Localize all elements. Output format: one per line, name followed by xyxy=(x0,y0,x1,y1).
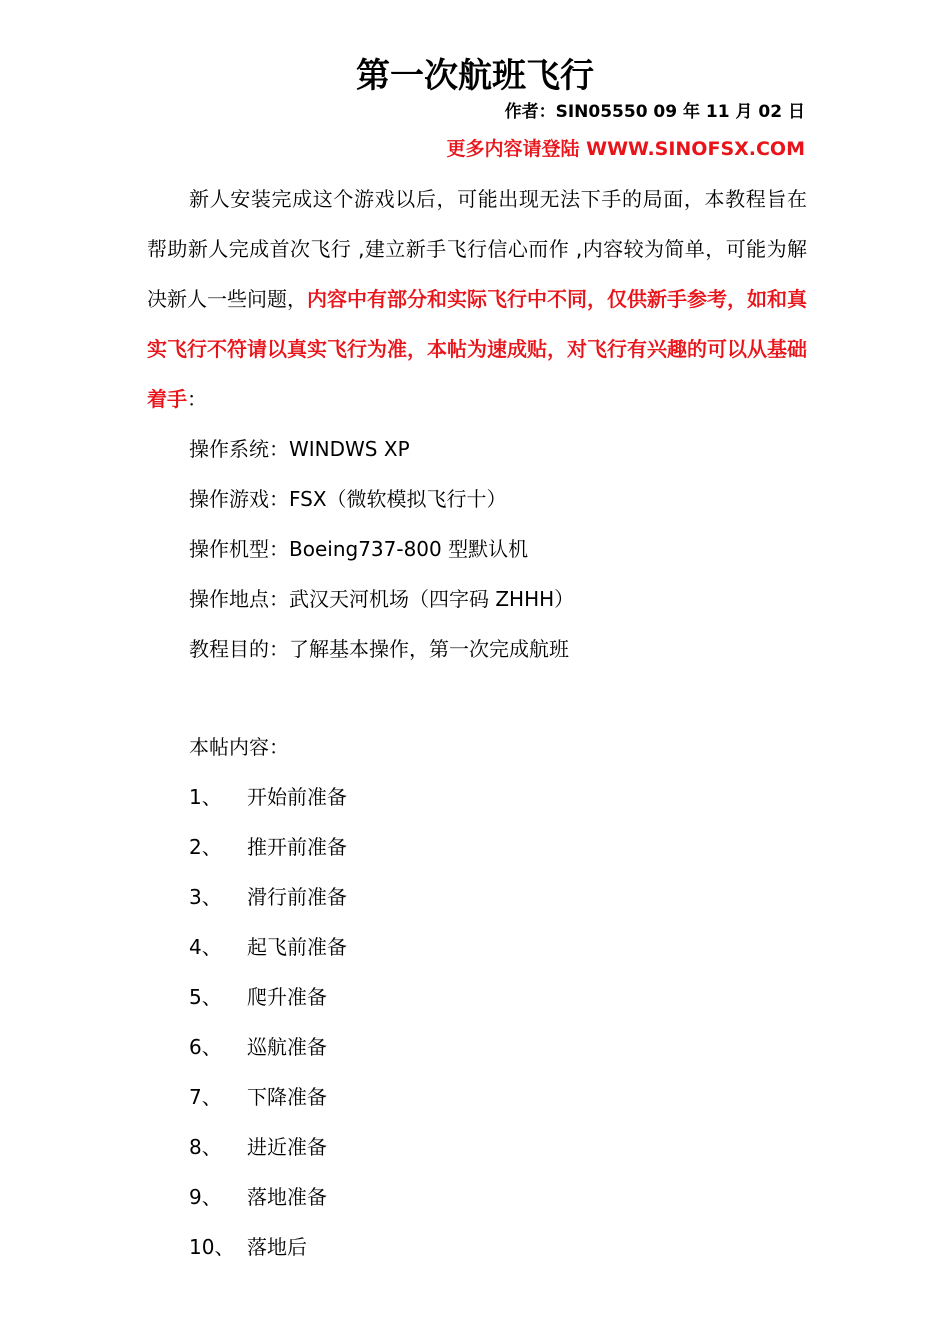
intro-colon: ： xyxy=(187,387,207,411)
toc-text: 落地准备 xyxy=(247,1185,327,1209)
toc-text: 滑行前准备 xyxy=(247,885,347,909)
author-line: 作者：SIN05550 09 年 11 月 02 日 xyxy=(504,102,805,122)
toc-number: 6、 xyxy=(189,1035,222,1059)
list-item xyxy=(189,822,347,872)
toc-text: 进近准备 xyxy=(247,1135,327,1159)
intro-text: 新人安装完成这个游戏以后，可能出现无法下手的局面，本教程旨在帮助新人完成首次飞行 ,建立新手飞行信心而作 ,内容较为简单，可能为解决新人一些问题， xyxy=(147,187,807,311)
info-list xyxy=(189,424,574,674)
toc-text: 落地后 xyxy=(247,1235,307,1259)
info-purpose: 教程目的：了解基本操作，第一次完成航班 xyxy=(189,637,569,661)
website-link[interactable]: 更多内容请登陆 WWW.SINOFSX.COM xyxy=(446,138,805,160)
toc-text: 爬升准备 xyxy=(247,985,327,1009)
list-item xyxy=(189,1122,347,1172)
toc-text: 起飞前准备 xyxy=(247,935,347,959)
toc-number: 8、 xyxy=(189,1135,222,1159)
info-location: 操作地点：武汉天河机场（四字码 ZHHH） xyxy=(189,587,575,611)
toc-text: 下降准备 xyxy=(247,1085,327,1109)
toc-number: 5、 xyxy=(189,985,222,1009)
toc-number: 3、 xyxy=(189,885,222,909)
toc-number: 4、 xyxy=(189,935,222,959)
list-item xyxy=(189,1022,347,1072)
toc-number: 9、 xyxy=(189,1185,222,1209)
list-item xyxy=(189,1222,347,1272)
document-title: 第一次航班飞行 xyxy=(356,56,594,96)
intro-warning-text: 内容中有部分和实际飞行中不同，仅供新手参考，如和真实飞行不符请以真实飞行为准，本帖为速成贴，对飞行有兴趣的可以从基础着手 xyxy=(147,287,807,411)
toc-text: 开始前准备 xyxy=(247,785,347,809)
toc-number: 10、 xyxy=(189,1235,235,1259)
toc-text: 推开前准备 xyxy=(247,835,347,859)
toc-number: 1、 xyxy=(189,785,222,809)
toc-list xyxy=(189,772,347,1272)
list-item xyxy=(189,1172,347,1222)
list-item xyxy=(189,972,347,1022)
list-item xyxy=(189,872,347,922)
intro-paragraph xyxy=(147,174,807,424)
toc-number: 7、 xyxy=(189,1085,222,1109)
list-item xyxy=(189,772,347,822)
toc-number: 2、 xyxy=(189,835,222,859)
list-item xyxy=(189,1072,347,1122)
toc-heading: 本帖内容： xyxy=(189,735,289,759)
info-game: 操作游戏：FSX（微软模拟飞行十） xyxy=(189,487,507,511)
info-aircraft: 操作机型：Boeing737-800 型默认机 xyxy=(189,537,529,561)
info-os: 操作系统：WINDWS XP xyxy=(189,437,410,461)
list-item xyxy=(189,922,347,972)
toc-text: 巡航准备 xyxy=(247,1035,327,1059)
